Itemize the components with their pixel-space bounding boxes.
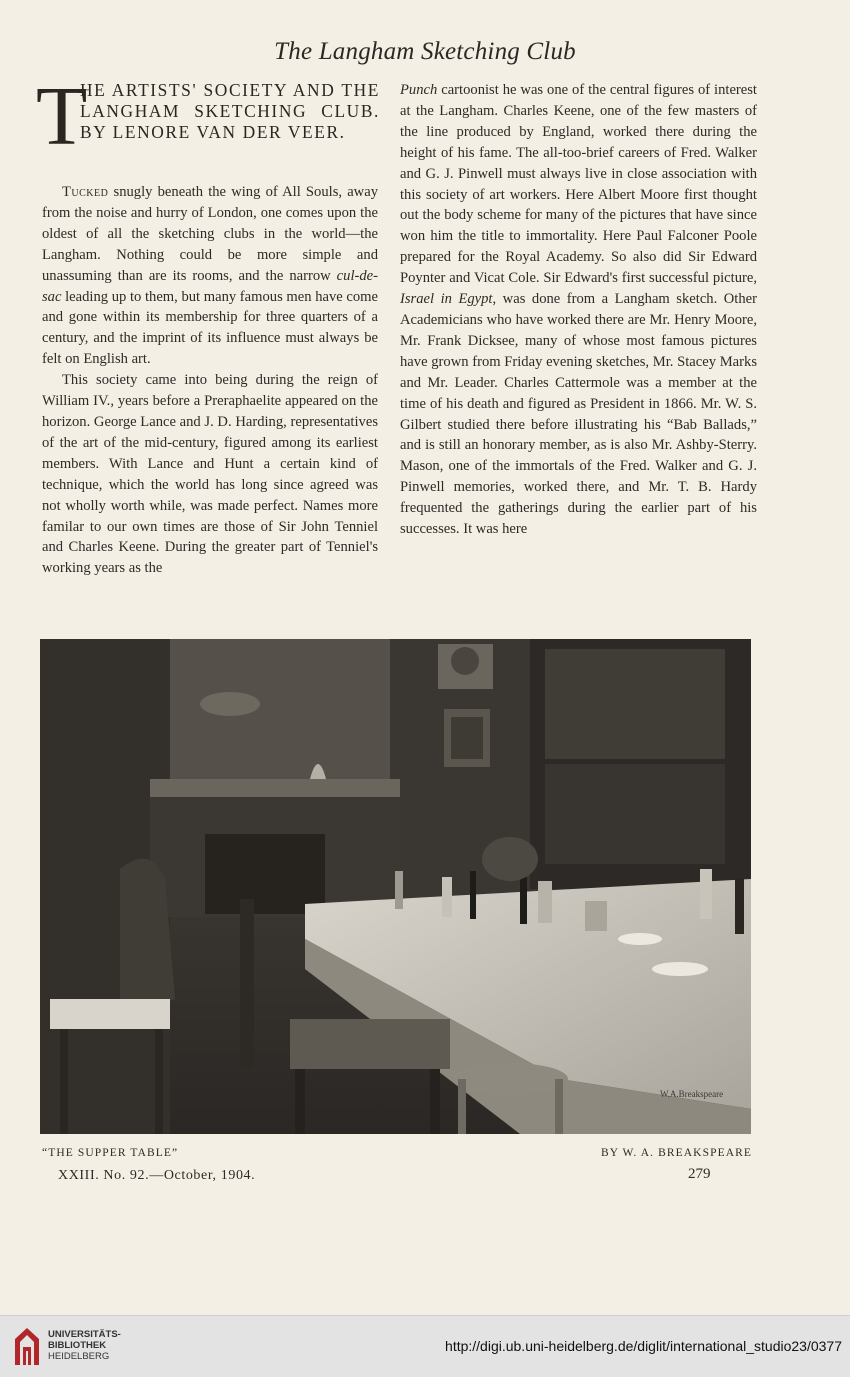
paragraph: This society came into being during the reign of William IV., years before a Preraphaelite appeared on the horizon. George Lance and J. D. Harding, representatives of the art of the mid-century, figured among its earliest members. With Lance and Hunt a certain kind of technique, which the world has long since agreed was not wholly worth while, was made perfect. Names more familar to our own times are those of Sir John Tenniel and Charles Keene. During the greater part of Tenniel's working years as the [42, 372, 378, 577]
article-title-text: HE ARTISTS' SOCIETY AND THE LANGHAM SKETCHING CLUB. BY LENORE VAN DER VEER. [80, 80, 380, 142]
right-column [400, 80, 757, 540]
paragraph [42, 182, 378, 370]
plate-caption-title: “THE SUPPER TABLE” [42, 1147, 179, 1159]
illustration-plate [40, 639, 751, 1134]
library-name-line: UNIVERSITÄTS- [48, 1329, 121, 1340]
paragraph [400, 80, 757, 540]
digitization-footer [0, 1315, 850, 1377]
text-run: leading up to them, but many famous men have come and gone within its membership for three quarters of a century, and the imprint of its influence must always be felt on English art. [42, 288, 378, 368]
drop-cap: T [36, 70, 88, 163]
plate-caption-artist: BY W. A. BREAKSPEARE [601, 1147, 752, 1159]
text-run: , was done from a Langham sketch. Other Academicians who have worked there are Mr. Henry Moore, Mr. Frank Dicksee, many of whose most famous pictures have grown from Friday evening sketches, Mr. Stacey Marks and Mr. Leader. Charles Cattermole was a member at the time of his death and figured as President in 1866. Mr. W. S. Gilbert studied there before illustrating his “Bab Ballads,” and is still an honorary member, as is also Mr. Ashby-Sterry. Mason, one of the immortals of the Fred. Walker and G. J. Pinwell memories, worked there, and Mr. T. B. Hardy frequented the gatherings during the earlier part of his successes. It was here [400, 291, 757, 538]
library-name-line: BIBLIOTHEK [48, 1340, 107, 1351]
article-title [36, 70, 380, 164]
text-run: cartoonist he was one of the central figures of interest at the Langham. Charles Keene, one of the few masters of the line produced by England, worked there during the height of his fame. The all-too-brief careers of Fred. Walker and G. J. Pinwell must always live in close association with this society of art workers. Here Albert Moore first thought out the body scheme for many of the pictures that have since won him the title to immortality. Here Paul Falconer Poole prepared for the Royal Academy. So also did Sir Edward Poynter and Vicat Cole. Sir Edward's first successful picture, [400, 82, 757, 287]
italic-term: Punch [400, 82, 438, 98]
university-library-logo-icon[interactable] [12, 1325, 42, 1367]
supper-table-painting [40, 639, 751, 1134]
italic-title: Israel in Egypt [400, 291, 493, 308]
text-run: snugly beneath the wing of All Souls, away from the noise and hurry of London, one comes upon the oldest of all the sketching clubs in the world—the Langham. Nothing could be more simple and unassuming than are its rooms, and the narrow [42, 184, 378, 284]
lead-word: Tucked [62, 184, 109, 200]
left-column [36, 70, 380, 579]
painting-signature: W.A.Breakspeare [660, 1089, 724, 1099]
page-number: 279 [688, 1166, 711, 1182]
running-head: The Langham Sketching Club [274, 38, 576, 65]
italic-term: cul-de-sac [42, 267, 378, 305]
source-url-link[interactable]: http://digi.ub.uni-heidelberg.de/diglit/international_studio23/0377 [445, 1338, 842, 1354]
issue-line: XXIII. No. 92.—October, 1904. [58, 1168, 256, 1183]
library-name[interactable] [48, 1329, 121, 1362]
library-name-line: HEIDELBERG [48, 1351, 110, 1362]
